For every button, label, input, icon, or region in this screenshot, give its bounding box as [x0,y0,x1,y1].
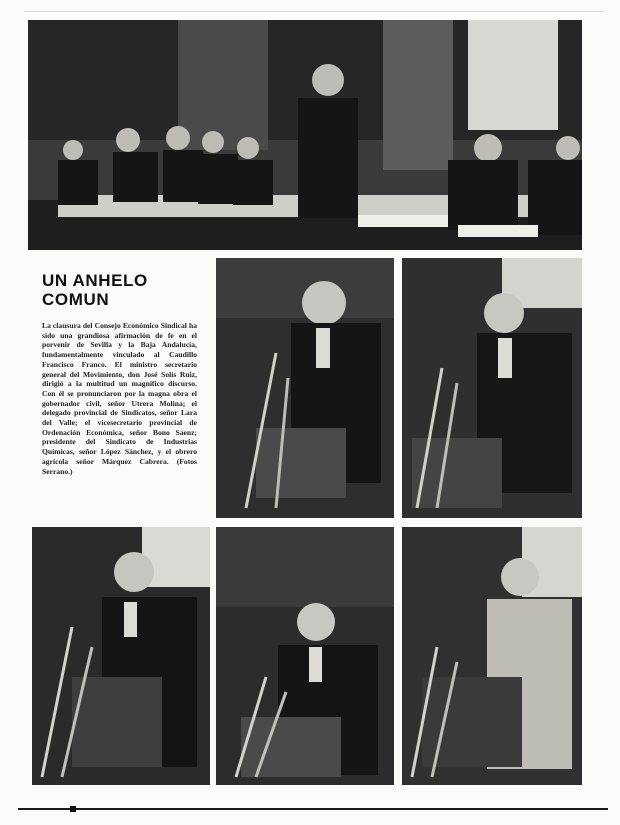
headline-line-2: COMUN [42,290,110,309]
bottom-rule [18,808,608,810]
top-rule [24,11,604,12]
photo-speaker-solis [216,258,394,518]
headline-line-1: UN ANHELO [42,271,148,290]
photo-speaker-marquez [402,527,582,785]
photo-presidium-table [28,20,582,250]
photo-speaker-utrera [402,258,582,518]
photo-speaker-bono [216,527,394,785]
article-headline [42,271,202,309]
bottom-mark [70,806,76,812]
photo-speaker-lara [32,527,210,785]
article-caption: La clausura del Consejo Económico Sindical ha sido una grandiosa afirmación de fe en el porvenir de Sevilla y la Baja Andalucía, fundamentalmente vinculado al Caudillo Francisco Franco. El ministro secretario general del Movimiento, don José Solís Ruiz, dirigió a la multitud un magnífico discurso. Con él se pronunciaron por la magna obra el gobernador civil, señor Utrera Molina; el delegado provincial de Sindicatos, señor Lara del Valle; el vicesecretario provincial de Ordenación Económica, señor Bono Saenz; presidente del Sindicato de Industrias Químicas, señor López Sánchez, y el obrero agrícola señor Márquez Cabrera. (Fotos Serrano.) [42,321,197,476]
